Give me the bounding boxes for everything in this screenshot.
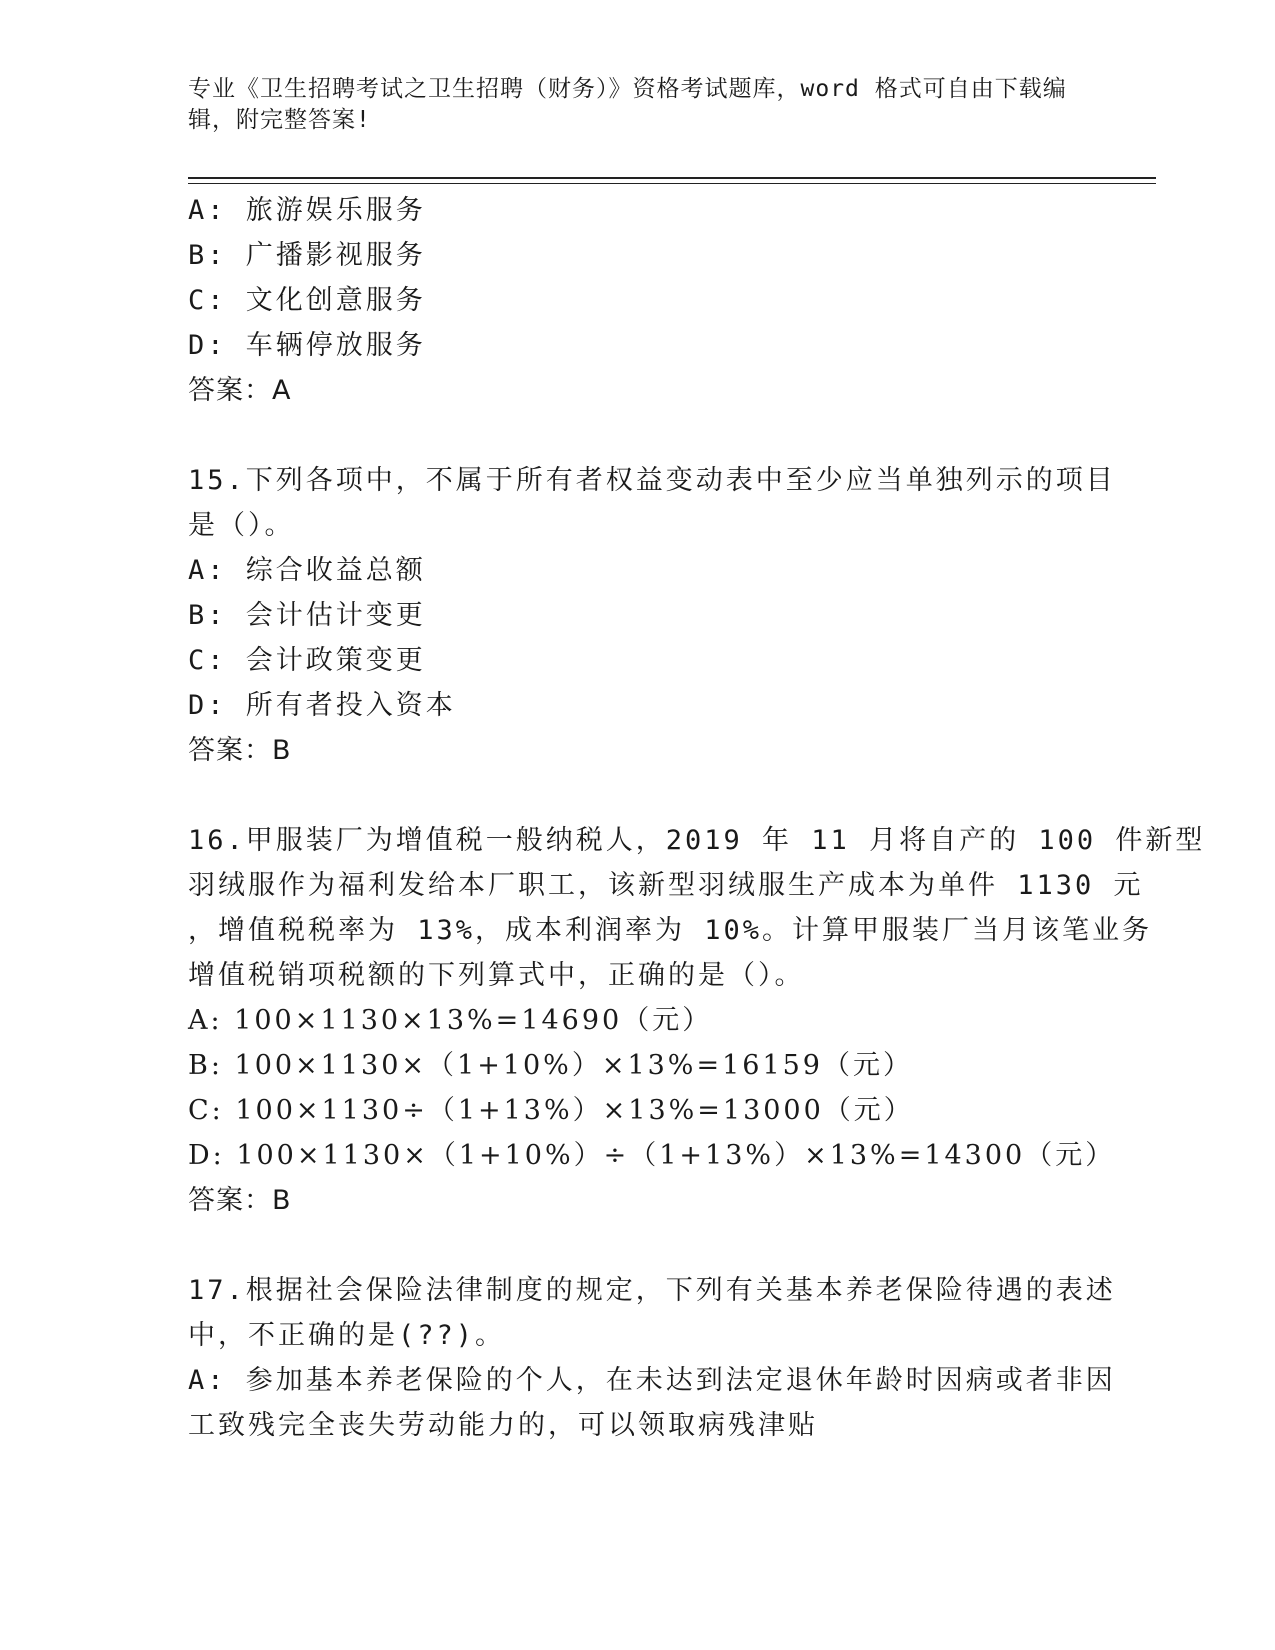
q14-option-b: B: 广播影视服务 <box>188 240 426 271</box>
q14-answer: 答案：A <box>188 375 292 406</box>
q16-option-b: B: 100×1130×（1+10%）×13%=16159（元） <box>188 1050 913 1081</box>
q15-option-b: B: 会计估计变更 <box>188 600 426 631</box>
q17-stem-line-2: 中，不正确的是(??)。 <box>188 1320 506 1351</box>
q17-option-a-line-2: 工致残完全丧失劳动能力的，可以领取病残津贴 <box>188 1410 818 1441</box>
q15-stem-line-2: 是（）。 <box>188 510 295 541</box>
q16-option-a: A: 100×1130×13%=14690（元） <box>188 1005 713 1036</box>
q17-stem-line-1: 17.根据社会保险法律制度的规定，下列有关基本养老保险待遇的表述 <box>188 1275 1116 1306</box>
q16-stem-line-4: 增值税销项税额的下列算式中，正确的是（）。 <box>188 960 805 991</box>
q17-option-a-line-1: A: 参加基本养老保险的个人，在未达到法定退休年龄时因病或者非因 <box>188 1365 1116 1396</box>
q14-option-c: C: 文化创意服务 <box>188 285 426 316</box>
q16-option-c: C: 100×1130÷（1+13%）×13%=13000（元） <box>188 1095 914 1126</box>
q14-option-d: D: 车辆停放服务 <box>188 330 426 361</box>
header-rule-top <box>188 177 1156 179</box>
q15-option-c: C: 会计政策变更 <box>188 645 426 676</box>
header-rule-bottom <box>188 183 1156 184</box>
document-header: 专业《卫生招聘考试之卫生招聘（财务）》资格考试题库，word 格式可自由下载编辑，附完整答案! <box>188 76 1067 133</box>
q15-option-d: D: 所有者投入资本 <box>188 690 456 721</box>
q16-stem-line-1: 16.甲服装厂为增值税一般纳税人，2019 年 11 月将自产的 100 件新型 <box>188 825 1206 856</box>
q16-option-d: D: 100×1130×（1+10%）÷（1+13%）×13%=14300（元） <box>188 1140 1116 1171</box>
q14-option-a: A: 旅游娱乐服务 <box>188 195 426 226</box>
q16-stem-line-3: ，增值税税率为 13%，成本利润率为 10%。计算甲服装厂当月该笔业务 <box>188 915 1153 946</box>
q15-stem-line-1: 15.下列各项中，不属于所有者权益变动表中至少应当单独列示的项目 <box>188 465 1116 496</box>
q15-answer: 答案：B <box>188 735 292 766</box>
q15-option-a: A: 综合收益总额 <box>188 555 426 586</box>
q16-stem-line-2: 羽绒服作为福利发给本厂职工，该新型羽绒服生产成本为单件 1130 元 <box>188 870 1144 901</box>
q16-answer: 答案：B <box>188 1185 292 1216</box>
